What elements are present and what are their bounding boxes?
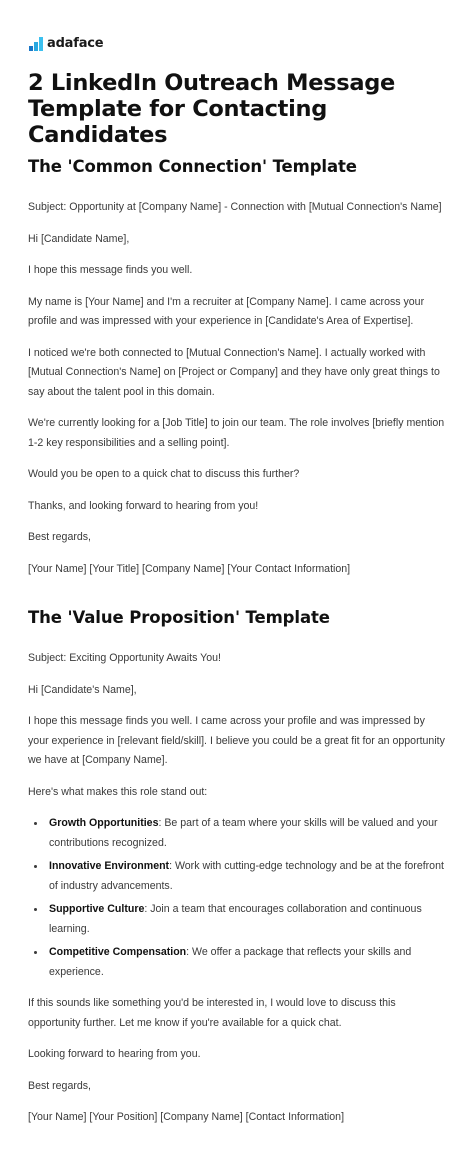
paragraph: My name is [Your Name] and I'm a recruiter at [Company Name]. I came across your profile and was impressed with your experience in [Candidate's Area of Expertise]. <box>28 295 425 327</box>
paragraph: I noticed we're both connected to [Mutual Connection's Name]. I actually worked with [Mutual Connection's Name] on [Project or Company] and they have only great things to say about the talent pool in this domain. <box>28 346 440 398</box>
bullet-term: Growth Opportunities <box>49 817 159 829</box>
paragraph: We're currently looking for a [Job Title] to join our team. The role involves [briefly mention 1-2 key responsibilities and a selling point]. <box>28 417 445 449</box>
sign-off: Best regards, <box>28 1079 92 1092</box>
paragraph: Would you be open to a quick chat to discuss this further? <box>28 468 300 480</box>
section-common-connection <box>28 157 448 579</box>
benefits-list <box>28 814 448 982</box>
section-heading: The 'Value Proposition' Template <box>28 608 330 627</box>
greeting: Hi [Candidate Name], <box>28 232 130 245</box>
section-value-proposition <box>28 608 448 1128</box>
bullet-text: : Join a team that encourages collaboration and continuous learning. <box>49 903 422 935</box>
subject-line: Subject: Opportunity at [Company Name] - Connection with [Mutual Connection's Name] <box>28 201 442 213</box>
bullet-term: Supportive Culture <box>49 903 145 915</box>
paragraph: If this sounds like something you'd be interested in, I would love to discuss this opportunity further. Let me know if you're available for a quick chat. <box>28 997 396 1029</box>
paragraph: Looking forward to hearing from you. <box>28 1048 201 1060</box>
section-heading: The 'Common Connection' Template <box>28 157 357 176</box>
list-item <box>28 900 448 939</box>
sign-off: Best regards, <box>28 531 92 543</box>
paragraph: Thanks, and looking forward to hearing from you! <box>28 499 259 512</box>
bar-chart-logo-icon <box>29 37 43 51</box>
bullet-term: Innovative Environment <box>49 860 170 872</box>
subject-line: Subject: Exciting Opportunity Awaits You! <box>28 652 221 664</box>
greeting: Hi [Candidate's Name], <box>28 683 137 696</box>
list-item <box>28 857 448 896</box>
brand-name: adaface <box>47 36 104 51</box>
bullet-text: : Be part of a team where your skills will be valued and your contributions recognized. <box>49 817 438 849</box>
list-item <box>28 814 448 853</box>
signature: [Your Name] [Your Position] [Company Name] [Contact Information] <box>28 1111 345 1123</box>
paragraph: I hope this message finds you well. <box>28 264 193 276</box>
page-title: 2 LinkedIn Outreach Message Template for Contacting Candidates <box>28 70 396 148</box>
signature: [Your Name] [Your Title] [Company Name] [Your Contact Information] <box>28 562 351 575</box>
bullet-term: Competitive Compensation <box>49 946 187 958</box>
bullet-text: : We offer a package that reflects your skills and experience. <box>49 946 412 978</box>
list-item <box>28 943 448 982</box>
paragraph: I hope this message finds you well. I came across your profile and was impressed by your experience in [relevant field/skill]. I believe you could be a great fit for an opportunity we have at [Company Name]. <box>28 715 445 766</box>
brand-logo[interactable] <box>29 36 103 51</box>
paragraph: Here's what makes this role stand out: <box>28 785 208 798</box>
bullet-text: : Work with cutting-edge technology and be at the forefront of industry advancements. <box>49 860 444 892</box>
